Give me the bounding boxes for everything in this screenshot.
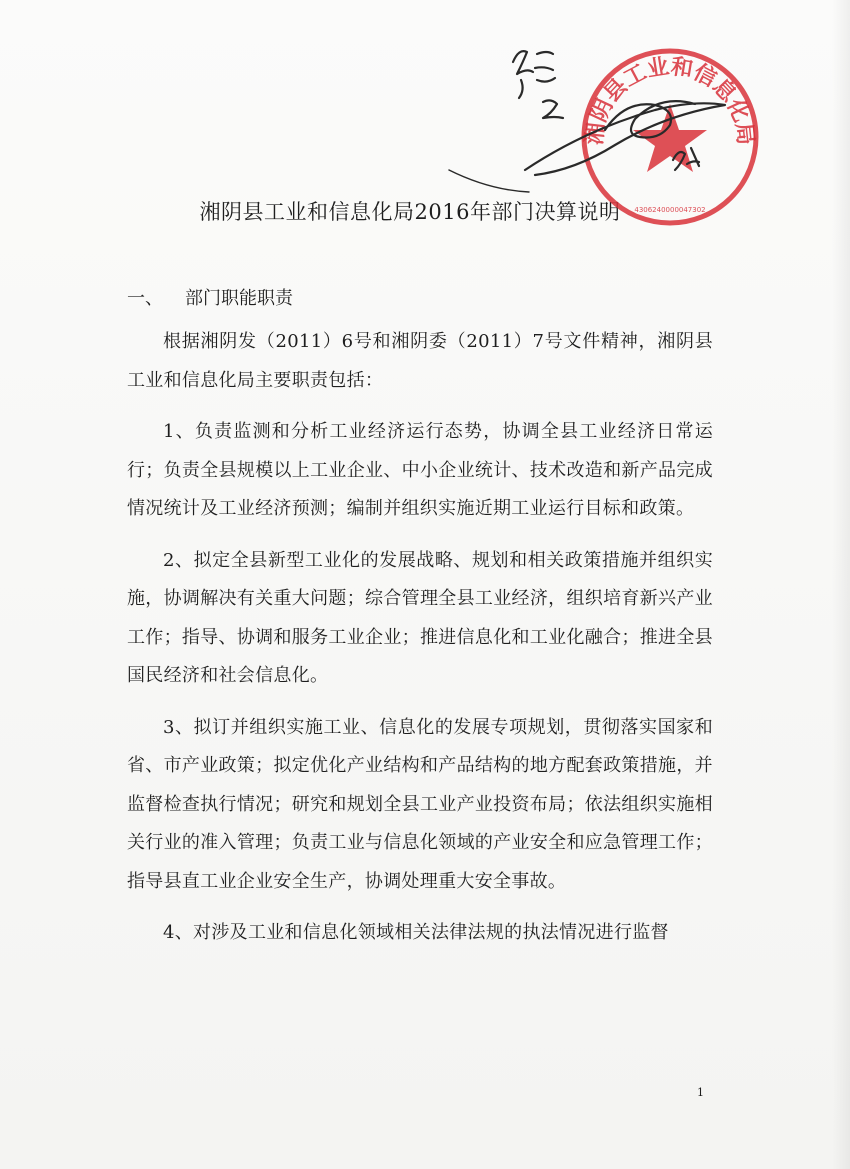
sig-stroke-4	[543, 100, 563, 118]
sig-stroke-2	[519, 80, 523, 98]
paragraph-duty-3: 3、拟订并组织实施工业、信息化的发展专项规划，贯彻落实国家和省、市产业政策；拟定优化产业结构和产品结构的地方配套政策措施，并监督检查执行情况；研究和规划全县工业产业投资布局；依法组织实施相关行业的准入管理；负责工业与信息化领域的产业安全和应急管理工作；指导县直工业企业安全生产，协调处理重大安全事故。	[127, 716, 713, 892]
section-heading	[127, 284, 293, 310]
paragraph-duty-1: 1、负责监测和分析工业经济运行态势，协调全县工业经济日常运行；负责全县规模以上工业企业、中小企业统计、技术改造和新产品完成情况统计及工业经济预测；编制并组织实施近期工业运行目标和政策。	[127, 421, 713, 519]
paragraph-duty-2: 2、拟定全县新型工业化的发展战略、规划和相关政策措施并组织实施，协调解决有关重大问题；综合管理全县工业经济，组织培育新兴产业工作；指导、协调和服务工业企业；推进信息化和工业化融合；推进全县国民经济和社会信息化。	[127, 549, 713, 686]
sig-stroke-3	[535, 52, 555, 82]
seal-serial: 4306240000047302	[634, 206, 706, 214]
sig-date-strokes	[673, 148, 699, 170]
page-number: 1	[697, 1086, 704, 1099]
sig-stroke-1	[513, 51, 533, 74]
paragraph-intro: 根据湘阴发（2011）6号和湘阴委（2011）7号文件精神，湘阴县工业和信息化局主要职责包括：	[127, 331, 713, 391]
seal-org-name: 湘阴县工业和信息化局	[581, 53, 759, 147]
section-number: 一、	[127, 288, 163, 309]
sig-stroke-7	[449, 170, 529, 192]
sig-stroke-6	[605, 101, 695, 137]
sig-stroke-5	[525, 103, 725, 175]
document-title: 湘阴县工业和信息化局2016年部门决算说明	[199, 200, 621, 224]
scan-edge-shadow	[832, 0, 850, 1169]
section-title: 部门职能职责	[185, 288, 293, 309]
paragraph-duty-4: 4、对涉及工业和信息化领域相关法律法规的执法情况进行监督	[163, 922, 669, 943]
handwritten-signature	[425, 20, 755, 220]
body-text	[127, 323, 713, 966]
